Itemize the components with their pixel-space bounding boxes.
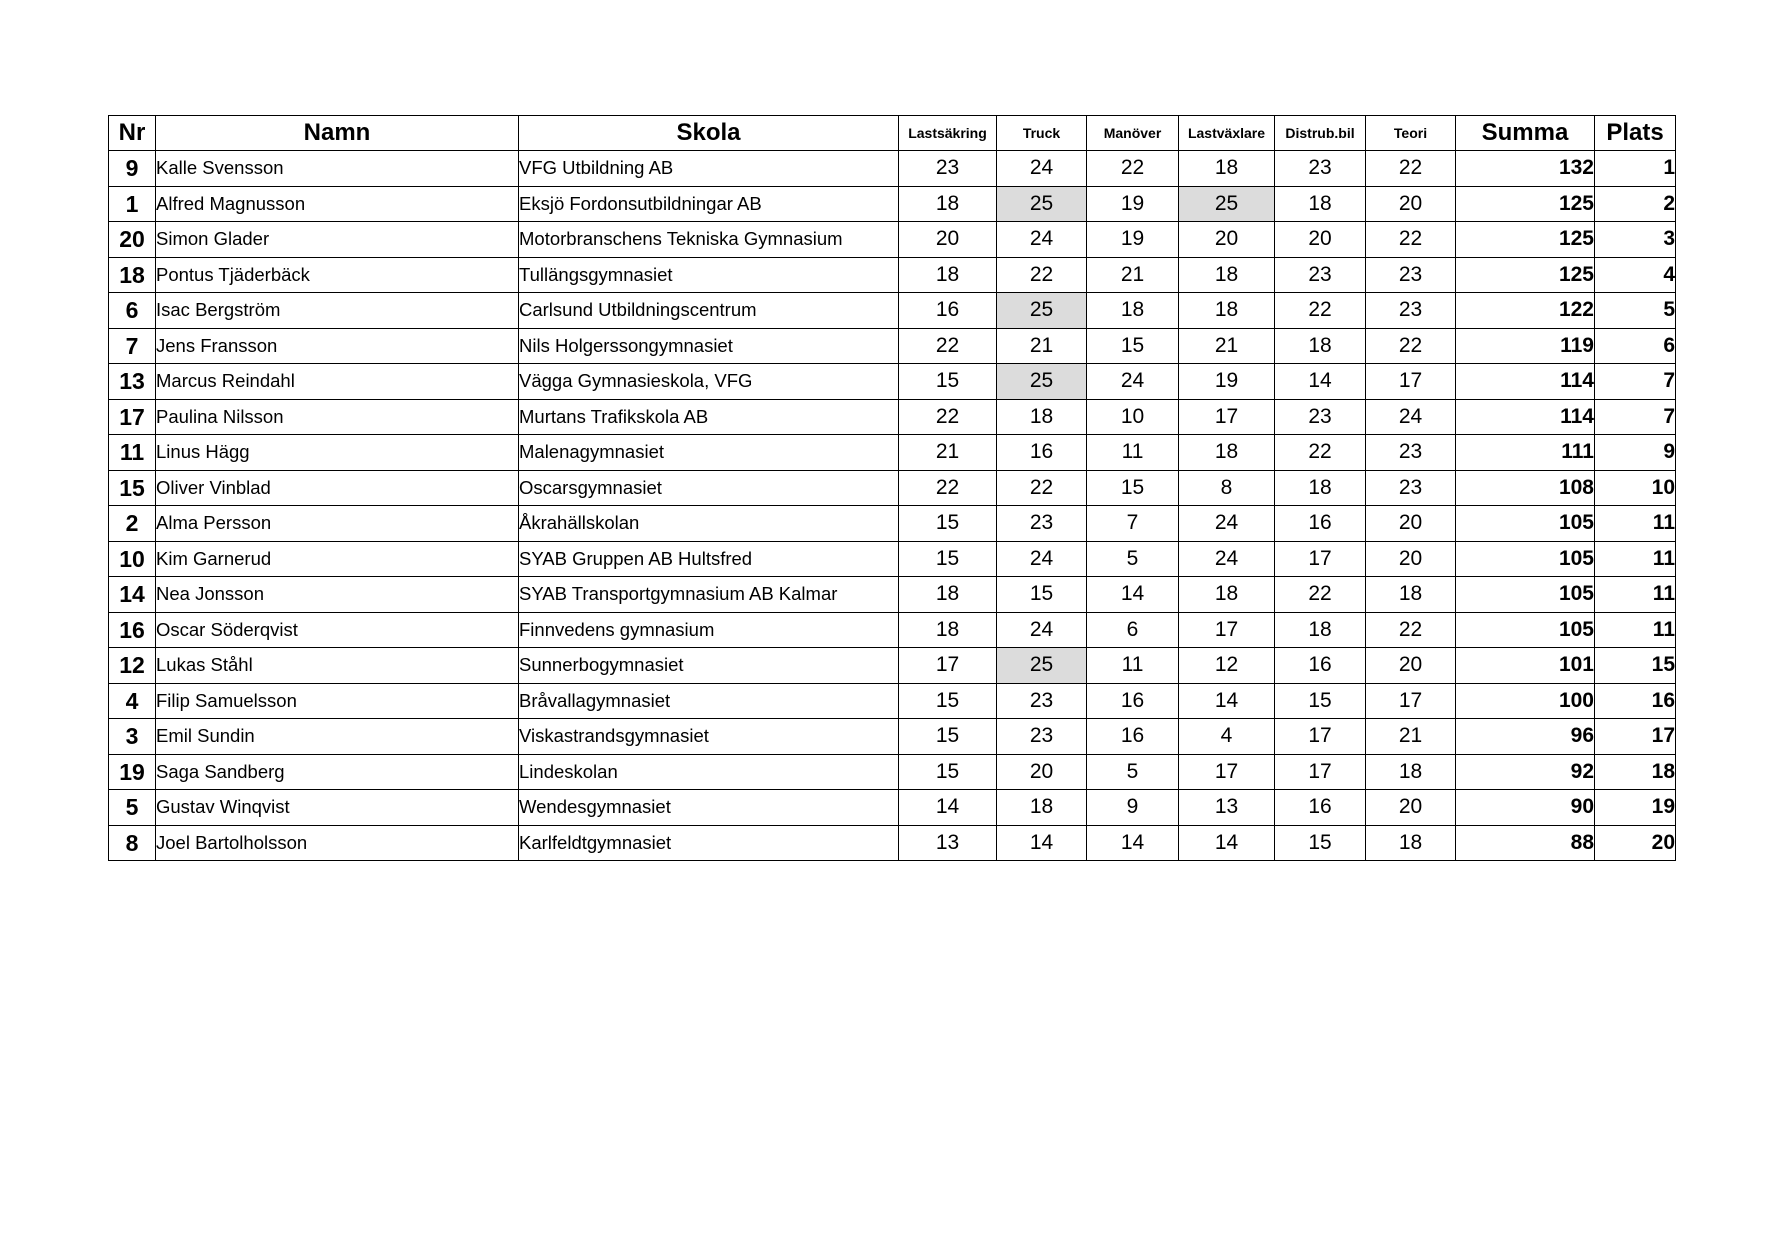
- score-distrub-bil: 23: [1275, 399, 1366, 435]
- cell-namn: Lukas Ståhl: [156, 648, 519, 684]
- cell-skola: Wendesgymnasiet: [519, 790, 899, 826]
- cell-summa: 105: [1456, 612, 1595, 648]
- score-manover: 11: [1087, 435, 1179, 471]
- score-distrub-bil: 17: [1275, 719, 1366, 755]
- score-manover: 16: [1087, 719, 1179, 755]
- score-lastvaxlare: 18: [1179, 293, 1275, 329]
- cell-nr: 15: [109, 470, 156, 506]
- cell-plats: 2: [1595, 186, 1676, 222]
- cell-nr: 20: [109, 222, 156, 258]
- score-teori: 20: [1366, 186, 1456, 222]
- cell-namn: Kim Garnerud: [156, 541, 519, 577]
- header-summa: Summa: [1456, 116, 1595, 151]
- cell-summa: 105: [1456, 506, 1595, 542]
- table-row: [109, 754, 1676, 790]
- score-teori: 20: [1366, 506, 1456, 542]
- table-row: [109, 328, 1676, 364]
- header-distrub-bil: Distrub.bil: [1275, 116, 1366, 151]
- score-lastvaxlare: 24: [1179, 506, 1275, 542]
- cell-nr: 1: [109, 186, 156, 222]
- score-lastvaxlare: 12: [1179, 648, 1275, 684]
- score-distrub-bil: 16: [1275, 790, 1366, 826]
- score-lastsakring: 18: [899, 612, 997, 648]
- cell-skola: Nils Holgerssongymnasiet: [519, 328, 899, 364]
- score-truck: 18: [997, 399, 1087, 435]
- cell-plats: 4: [1595, 257, 1676, 293]
- score-teori: 21: [1366, 719, 1456, 755]
- score-lastvaxlare: 4: [1179, 719, 1275, 755]
- cell-plats: 5: [1595, 293, 1676, 329]
- score-distrub-bil: 16: [1275, 506, 1366, 542]
- score-teori: 20: [1366, 648, 1456, 684]
- score-distrub-bil: 16: [1275, 648, 1366, 684]
- cell-skola: Åkrahällskolan: [519, 506, 899, 542]
- score-distrub-bil: 23: [1275, 257, 1366, 293]
- score-manover: 19: [1087, 186, 1179, 222]
- cell-skola: SYAB Gruppen AB Hultsfred: [519, 541, 899, 577]
- table-row: [109, 151, 1676, 187]
- cell-namn: Kalle Svensson: [156, 151, 519, 187]
- score-lastvaxlare: 13: [1179, 790, 1275, 826]
- cell-skola: Malenagymnasiet: [519, 435, 899, 471]
- cell-namn: Paulina Nilsson: [156, 399, 519, 435]
- score-lastvaxlare: 21: [1179, 328, 1275, 364]
- cell-plats: 10: [1595, 470, 1676, 506]
- cell-skola: Murtans Trafikskola AB: [519, 399, 899, 435]
- score-manover: 6: [1087, 612, 1179, 648]
- cell-namn: Pontus Tjäderbäck: [156, 257, 519, 293]
- score-distrub-bil: 15: [1275, 825, 1366, 861]
- score-truck: 14: [997, 825, 1087, 861]
- cell-namn: Linus Hägg: [156, 435, 519, 471]
- cell-skola: Vägga Gymnasieskola, VFG: [519, 364, 899, 400]
- score-distrub-bil: 14: [1275, 364, 1366, 400]
- score-distrub-bil: 22: [1275, 435, 1366, 471]
- score-lastvaxlare: 18: [1179, 435, 1275, 471]
- score-teori: 20: [1366, 790, 1456, 826]
- score-lastsakring: 22: [899, 399, 997, 435]
- cell-summa: 125: [1456, 222, 1595, 258]
- cell-summa: 114: [1456, 399, 1595, 435]
- cell-summa: 108: [1456, 470, 1595, 506]
- score-lastvaxlare: 25: [1179, 186, 1275, 222]
- score-lastvaxlare: 8: [1179, 470, 1275, 506]
- score-manover: 24: [1087, 364, 1179, 400]
- score-truck: 20: [997, 754, 1087, 790]
- cell-namn: Oliver Vinblad: [156, 470, 519, 506]
- score-manover: 7: [1087, 506, 1179, 542]
- cell-namn: Alfred Magnusson: [156, 186, 519, 222]
- score-truck: 21: [997, 328, 1087, 364]
- cell-skola: Finnvedens gymnasium: [519, 612, 899, 648]
- score-lastsakring: 15: [899, 541, 997, 577]
- score-teori: 18: [1366, 754, 1456, 790]
- score-distrub-bil: 15: [1275, 683, 1366, 719]
- score-manover: 9: [1087, 790, 1179, 826]
- cell-summa: 90: [1456, 790, 1595, 826]
- table-row: [109, 435, 1676, 471]
- header-truck: Truck: [997, 116, 1087, 151]
- score-teori: 24: [1366, 399, 1456, 435]
- cell-plats: 19: [1595, 790, 1676, 826]
- cell-nr: 17: [109, 399, 156, 435]
- score-teori: 23: [1366, 470, 1456, 506]
- cell-skola: Bråvallagymnasiet: [519, 683, 899, 719]
- cell-namn: Joel Bartolholsson: [156, 825, 519, 861]
- cell-plats: 7: [1595, 399, 1676, 435]
- cell-skola: Eksjö Fordonsutbildningar AB: [519, 186, 899, 222]
- score-distrub-bil: 17: [1275, 541, 1366, 577]
- score-manover: 15: [1087, 470, 1179, 506]
- score-lastsakring: 13: [899, 825, 997, 861]
- score-lastsakring: 14: [899, 790, 997, 826]
- cell-summa: 105: [1456, 577, 1595, 613]
- cell-nr: 9: [109, 151, 156, 187]
- header-namn: Namn: [156, 116, 519, 151]
- score-manover: 11: [1087, 648, 1179, 684]
- score-teori: 17: [1366, 683, 1456, 719]
- score-lastsakring: 18: [899, 577, 997, 613]
- score-truck: 18: [997, 790, 1087, 826]
- score-manover: 18: [1087, 293, 1179, 329]
- cell-plats: 7: [1595, 364, 1676, 400]
- results-body: [109, 151, 1676, 861]
- cell-skola: Lindeskolan: [519, 754, 899, 790]
- score-truck: 25: [997, 293, 1087, 329]
- cell-plats: 16: [1595, 683, 1676, 719]
- cell-nr: 4: [109, 683, 156, 719]
- score-truck: 24: [997, 151, 1087, 187]
- table-row: [109, 186, 1676, 222]
- score-manover: 10: [1087, 399, 1179, 435]
- cell-plats: 9: [1595, 435, 1676, 471]
- cell-nr: 14: [109, 577, 156, 613]
- cell-plats: 1: [1595, 151, 1676, 187]
- score-truck: 25: [997, 364, 1087, 400]
- score-distrub-bil: 17: [1275, 754, 1366, 790]
- score-lastsakring: 18: [899, 186, 997, 222]
- score-lastvaxlare: 17: [1179, 612, 1275, 648]
- cell-summa: 111: [1456, 435, 1595, 471]
- score-manover: 19: [1087, 222, 1179, 258]
- header-lastvaxlare: Lastväxlare: [1179, 116, 1275, 151]
- table-row: [109, 222, 1676, 258]
- table-row: [109, 612, 1676, 648]
- score-manover: 21: [1087, 257, 1179, 293]
- cell-skola: SYAB Transportgymnasium AB Kalmar: [519, 577, 899, 613]
- table-row: [109, 719, 1676, 755]
- score-lastsakring: 15: [899, 683, 997, 719]
- score-lastsakring: 15: [899, 754, 997, 790]
- score-manover: 5: [1087, 754, 1179, 790]
- score-lastvaxlare: 18: [1179, 151, 1275, 187]
- cell-nr: 12: [109, 648, 156, 684]
- score-lastsakring: 15: [899, 506, 997, 542]
- score-teori: 23: [1366, 293, 1456, 329]
- score-lastsakring: 22: [899, 470, 997, 506]
- score-teori: 18: [1366, 577, 1456, 613]
- score-lastsakring: 20: [899, 222, 997, 258]
- cell-plats: 15: [1595, 648, 1676, 684]
- cell-summa: 100: [1456, 683, 1595, 719]
- table-row: [109, 506, 1676, 542]
- score-distrub-bil: 18: [1275, 328, 1366, 364]
- score-distrub-bil: 18: [1275, 186, 1366, 222]
- cell-plats: 18: [1595, 754, 1676, 790]
- score-teori: 17: [1366, 364, 1456, 400]
- score-manover: 5: [1087, 541, 1179, 577]
- score-lastvaxlare: 19: [1179, 364, 1275, 400]
- score-truck: 24: [997, 541, 1087, 577]
- score-truck: 24: [997, 612, 1087, 648]
- score-lastsakring: 17: [899, 648, 997, 684]
- cell-summa: 101: [1456, 648, 1595, 684]
- cell-summa: 88: [1456, 825, 1595, 861]
- score-lastsakring: 15: [899, 364, 997, 400]
- score-lastvaxlare: 18: [1179, 577, 1275, 613]
- score-lastvaxlare: 14: [1179, 683, 1275, 719]
- cell-plats: 20: [1595, 825, 1676, 861]
- score-lastsakring: 15: [899, 719, 997, 755]
- table-row: [109, 293, 1676, 329]
- cell-nr: 10: [109, 541, 156, 577]
- cell-nr: 6: [109, 293, 156, 329]
- table-row: [109, 399, 1676, 435]
- score-truck: 23: [997, 719, 1087, 755]
- results-table: [108, 115, 1676, 861]
- score-teori: 18: [1366, 825, 1456, 861]
- header-row: [109, 116, 1676, 151]
- cell-nr: 16: [109, 612, 156, 648]
- cell-skola: Carlsund Utbildningscentrum: [519, 293, 899, 329]
- cell-nr: 11: [109, 435, 156, 471]
- table-row: [109, 790, 1676, 826]
- score-teori: 23: [1366, 435, 1456, 471]
- cell-nr: 2: [109, 506, 156, 542]
- cell-nr: 7: [109, 328, 156, 364]
- cell-summa: 122: [1456, 293, 1595, 329]
- cell-plats: 11: [1595, 541, 1676, 577]
- cell-plats: 11: [1595, 577, 1676, 613]
- cell-summa: 125: [1456, 186, 1595, 222]
- score-distrub-bil: 18: [1275, 612, 1366, 648]
- score-lastvaxlare: 20: [1179, 222, 1275, 258]
- score-lastvaxlare: 17: [1179, 399, 1275, 435]
- score-truck: 25: [997, 648, 1087, 684]
- score-distrub-bil: 20: [1275, 222, 1366, 258]
- cell-skola: Sunnerbogymnasiet: [519, 648, 899, 684]
- score-lastsakring: 23: [899, 151, 997, 187]
- table-row: [109, 648, 1676, 684]
- cell-namn: Saga Sandberg: [156, 754, 519, 790]
- cell-nr: 13: [109, 364, 156, 400]
- score-lastvaxlare: 18: [1179, 257, 1275, 293]
- score-teori: 22: [1366, 612, 1456, 648]
- cell-summa: 105: [1456, 541, 1595, 577]
- cell-nr: 18: [109, 257, 156, 293]
- cell-skola: VFG Utbildning AB: [519, 151, 899, 187]
- table-row: [109, 470, 1676, 506]
- cell-nr: 5: [109, 790, 156, 826]
- header-plats: Plats: [1595, 116, 1676, 151]
- cell-nr: 8: [109, 825, 156, 861]
- score-lastsakring: 18: [899, 257, 997, 293]
- header-skola: Skola: [519, 116, 899, 151]
- score-lastsakring: 16: [899, 293, 997, 329]
- score-truck: 24: [997, 222, 1087, 258]
- score-lastsakring: 21: [899, 435, 997, 471]
- score-teori: 22: [1366, 328, 1456, 364]
- table-row: [109, 257, 1676, 293]
- score-teori: 23: [1366, 257, 1456, 293]
- cell-summa: 132: [1456, 151, 1595, 187]
- score-teori: 20: [1366, 541, 1456, 577]
- cell-namn: Oscar Söderqvist: [156, 612, 519, 648]
- cell-plats: 11: [1595, 612, 1676, 648]
- cell-namn: Gustav Winqvist: [156, 790, 519, 826]
- score-lastvaxlare: 17: [1179, 754, 1275, 790]
- header-teori: Teori: [1366, 116, 1456, 151]
- cell-namn: Isac Bergström: [156, 293, 519, 329]
- score-lastvaxlare: 24: [1179, 541, 1275, 577]
- cell-nr: 3: [109, 719, 156, 755]
- score-manover: 22: [1087, 151, 1179, 187]
- cell-namn: Alma Persson: [156, 506, 519, 542]
- score-distrub-bil: 22: [1275, 293, 1366, 329]
- score-truck: 23: [997, 506, 1087, 542]
- table-row: [109, 577, 1676, 613]
- cell-namn: Simon Glader: [156, 222, 519, 258]
- score-truck: 16: [997, 435, 1087, 471]
- cell-skola: Motorbranschens Tekniska Gymnasium: [519, 222, 899, 258]
- cell-plats: 11: [1595, 506, 1676, 542]
- score-teori: 22: [1366, 151, 1456, 187]
- score-lastvaxlare: 14: [1179, 825, 1275, 861]
- table-row: [109, 683, 1676, 719]
- score-lastsakring: 22: [899, 328, 997, 364]
- score-truck: 15: [997, 577, 1087, 613]
- score-truck: 22: [997, 470, 1087, 506]
- cell-namn: Emil Sundin: [156, 719, 519, 755]
- score-teori: 22: [1366, 222, 1456, 258]
- cell-plats: 6: [1595, 328, 1676, 364]
- cell-plats: 3: [1595, 222, 1676, 258]
- score-truck: 23: [997, 683, 1087, 719]
- cell-summa: 96: [1456, 719, 1595, 755]
- cell-nr: 19: [109, 754, 156, 790]
- cell-summa: 125: [1456, 257, 1595, 293]
- cell-summa: 92: [1456, 754, 1595, 790]
- score-distrub-bil: 18: [1275, 470, 1366, 506]
- cell-namn: Filip Samuelsson: [156, 683, 519, 719]
- score-manover: 14: [1087, 825, 1179, 861]
- cell-skola: Oscarsgymnasiet: [519, 470, 899, 506]
- score-manover: 15: [1087, 328, 1179, 364]
- cell-summa: 114: [1456, 364, 1595, 400]
- table-row: [109, 541, 1676, 577]
- score-manover: 16: [1087, 683, 1179, 719]
- score-distrub-bil: 22: [1275, 577, 1366, 613]
- cell-plats: 17: [1595, 719, 1676, 755]
- score-truck: 22: [997, 257, 1087, 293]
- score-distrub-bil: 23: [1275, 151, 1366, 187]
- cell-namn: Jens Fransson: [156, 328, 519, 364]
- cell-summa: 119: [1456, 328, 1595, 364]
- cell-skola: Karlfeldtgymnasiet: [519, 825, 899, 861]
- cell-namn: Nea Jonsson: [156, 577, 519, 613]
- header-lastsakring: Lastsäkring: [899, 116, 997, 151]
- table-row: [109, 825, 1676, 861]
- score-manover: 14: [1087, 577, 1179, 613]
- header-nr: Nr: [109, 116, 156, 151]
- cell-skola: Viskastrandsgymnasiet: [519, 719, 899, 755]
- score-truck: 25: [997, 186, 1087, 222]
- cell-namn: Marcus Reindahl: [156, 364, 519, 400]
- header-manover: Manöver: [1087, 116, 1179, 151]
- table-row: [109, 364, 1676, 400]
- cell-skola: Tullängsgymnasiet: [519, 257, 899, 293]
